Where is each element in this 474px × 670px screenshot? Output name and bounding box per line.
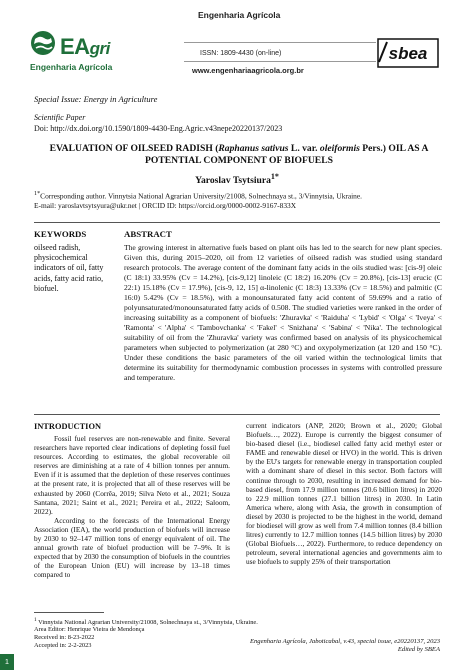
contact-line[interactable]: E-mail: yaroslavtsytsyura@ukr.net | ORCID ID: https://orcid.org/0000-0002-9167-833X [34, 201, 297, 211]
keywords-heading: KEYWORDS [34, 229, 87, 239]
title-species: Raphanus sativus [218, 143, 289, 154]
title-part: EVALUATION OF OILSEED RADISH ( [49, 143, 219, 154]
journal-url[interactable]: www.engenhariaagricola.org.br [192, 66, 304, 75]
journal-header [0, 0, 474, 90]
abstract-text: The growing interest in alternative fuels based on plant oils has led to the search for new plant species. Given this, during 2015–2020, oil from 12 varieties of oilseed radish was studied using standard research protocols. The average content of the dominant fatty acids in the oils studied was: [cis-9] oleic (C 18:1) 33.95% (Cv = 14.2%), [cis-9,12] linoleic (C 18:2) 16.20% (Cv = 20.8%), [cis-13] erucic (C 22:1) 15.18% (Cv = 17.9%), [cis-9, 12, 15] α-linolenic (C 18:3) 13.33% (Cv = 18.5%) and palmitic (C 16:0) 5.42% (Cv = 18.5%), with a monounsaturated fatty acid content of 59.69% and a ratio of polyunsaturated/monounsaturated fatty acids of 0.508. The studied varieties were ranked in the order of increasing suitability as a component of biofuels: 'Zhuravka' < 'Raiduha' < 'Lybid' < 'Olga' < 'Iveya' < 'Ramonta' < 'Alpha' < 'Tambovchanka' < 'Fakel' < 'Snizhana' < 'Sabina' < 'Nika'. The technological suitability of oil from the 'Zhuravka' variety was confirmed based on analysis of its physicochemical parameters when subjected to polymerization (at 280 °C) and oxypolymerization (at 120 and 150 °C). Under these conditions the basic parameters of the oil varied within the technological limits that determine its suitability for thermodynamic combustion processes in systems with controlled pressure and temperature. [124, 243, 442, 382]
footnote-text: Vinnytsia National Agrarian University/21008, Solnechnaya st., 3/Vinnytsia, Ukraine. [36, 619, 258, 627]
globe-logo-icon [30, 30, 56, 56]
editorial-dates [34, 626, 144, 651]
keywords-text: oilseed radish, physicochemical indicators of oil, fatty acids, fatty acid ratio, biofuel. [34, 243, 104, 293]
introduction-heading: INTRODUCTION [34, 422, 102, 431]
doi-link[interactable]: Doi: http://dx.doi.org/10.1590/1809-4430-Eng.Agric.v43nepe20220137/2023 [34, 124, 283, 133]
journal-title: Engenharia Agrícola [198, 10, 281, 20]
header-divider [184, 61, 376, 62]
introduction-right-column: current indicators (ANP, 2020; Brown et al., 2020; Global Biofuels…, 2022). Europe is currently the biggest consumer of bio-based diesel (i.e., biodiesel called fatty acid methyl ester or FAME and renewable diesel or HVO) in the world. This is driven by the EU's targets for renewable energy in transportation coupled with a dominant share of diesel in this sector. Both factors will continue through to 2030, resulting in increased demand for bio-based diesel, from 17.9 million tonnes (20.6 billion litres) in 2020 to 22.9 million tonnes (27.1 billion litres) in 2030. In Latin America where, along with Asia, the growth in consumption of diesel by 2030 is projected to be the highest in the world, demand for biodiesel will grow as well from 7.4 million tonnes (8.4 billion litres) currently to 12.7 million tonnes (14.5 billion litres) by 2030 (Global Biofuels…, 2022). Furthermore, to reduce dependency on petroleum, several international agencies and governments aim to use biofuels to supply 25% of their transportation [246, 421, 442, 567]
special-issue: Special Issue: Energy in Agriculture [34, 94, 158, 104]
paragraph: According to the forecasts of the International Energy Association (IEA), the world production of biofuels will increase by 2030 to 92–147 million tons of energy equivalent of oil. The annual growth rate of biofuel production will be 7–9%. It is expected that by 2030 the consumption of biofuels in the countries of the European Union (EU) will increase by 13–18 times compared to [34, 515, 230, 580]
footnote-rule [34, 612, 104, 613]
article-type: Scientific Paper [34, 113, 86, 122]
paper-title [44, 143, 434, 166]
introduction-left-column [34, 434, 230, 580]
page-number: 1 [0, 654, 14, 670]
author [34, 172, 440, 186]
header-divider [184, 42, 376, 43]
received-date: Received in: 8-23-2022 [34, 634, 95, 642]
section-rule [34, 414, 440, 415]
section-rule [34, 222, 440, 223]
title-part: Pers.) OIL AS A POTENTIAL COMPONENT OF BIOFUELS [145, 143, 429, 166]
issn: ISSN: 1809-4430 (on-line) [200, 50, 282, 57]
affiliation [34, 189, 442, 211]
affiliation-sup: 1* [34, 191, 41, 197]
author-sup: 1* [270, 172, 279, 181]
logo-wordmark [60, 34, 110, 60]
engenharia-agricola-logo [30, 30, 128, 76]
journal-citation [230, 638, 440, 654]
logo-agri-text: gri [89, 39, 110, 58]
logo-main-text: EA [60, 34, 90, 59]
sbea-logo-text: sbea [388, 44, 428, 63]
affiliation-line [34, 189, 442, 201]
citation-line: Engenharia Agrícola, Jaboticabal, v.43, special issue, e20220137, 2023 [249, 638, 440, 645]
author-name: Yaroslav Tsytsiura [195, 175, 271, 187]
title-variety: oleiformis [319, 143, 360, 154]
footnote-sup: 1 [34, 617, 37, 623]
logo-subtitle: Engenharia Agrícola [30, 62, 113, 72]
area-editor: Area Editor: Henrique Vieira de Mendonça [34, 626, 145, 633]
title-part: L. var. [288, 143, 320, 154]
paragraph: Fossil fuel reserves are non-renewable and finite. Several researchers have reported clear indications of depleting fossil fuel resources. According to estimates, the global recoverable oil reserves are diminishing at a rate of 4 billion tonnes per annum. Even if it is assumed that the depletion of these reserves continues at the present rate, it is projected that all of these reserves will be exhausted by 2060 (Corrêa, 2019; Silva Neto et al., 2021; Souza Santana, 2021; Saint et al., 2021; Pereira et al., 2022; Saloom, 2022). [34, 434, 230, 516]
sbea-logo [377, 38, 439, 68]
citation-line: Edited by SBEA [397, 646, 440, 653]
abstract-heading: ABSTRACT [124, 229, 172, 239]
accepted-date: Accepted in: 2-2-2023 [34, 642, 92, 650]
affiliation-text: Corresponding author. Vinnytsia National Agrarian University/21008, Solnechnaya st., 3/Vinnytsia, Ukraine. [40, 191, 363, 201]
journal-name [198, 10, 280, 20]
